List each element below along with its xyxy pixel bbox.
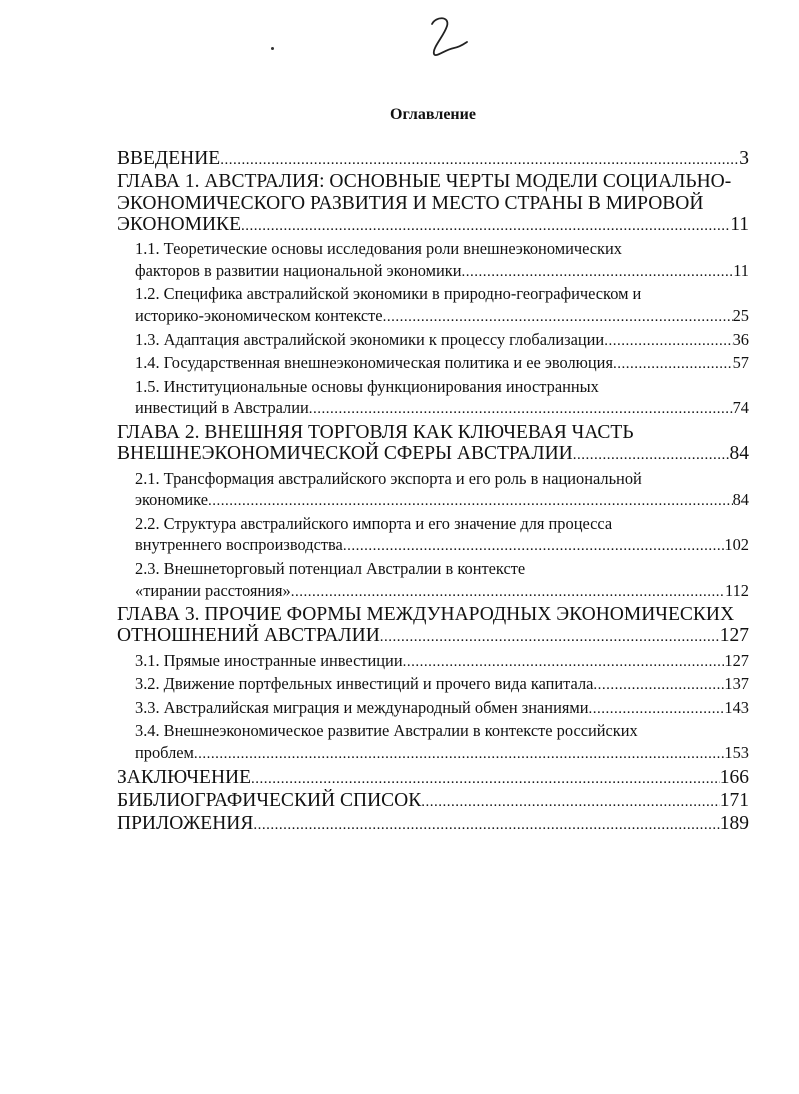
toc-chapter-entry (117, 790, 749, 813)
toc-entry-title: 1.3. Адаптация австралийской экономики к процессу глобализации (135, 329, 605, 349)
toc-entry-last-line (135, 534, 749, 558)
toc-entry-last-line (135, 697, 749, 721)
toc-page-number: 74 (732, 398, 749, 418)
dot-leader (593, 673, 724, 697)
toc-section-entry (117, 513, 749, 558)
toc-chapter-entry (117, 604, 749, 649)
toc-entry-title: БИБЛИОГРАФИЧЕСКИЙ СПИСОК (117, 789, 422, 811)
toc-entry-title: 3.1. Прямые иностранные инвестиции (135, 650, 403, 670)
toc-entry-line: ГЛАВА 3. ПРОЧИЕ ФОРМЫ МЕЖДУНАРОДНЫХ ЭКОНОМИЧЕСКИХ (117, 604, 735, 626)
toc-entry-title: экономике (135, 490, 208, 510)
dot-leader (220, 148, 739, 171)
toc-section-entry (117, 720, 749, 765)
toc-entry-last-line (135, 260, 749, 284)
toc-entry-last-line (117, 625, 749, 648)
toc-entry-title: ВВЕДЕНИЕ (117, 148, 221, 169)
toc-entry-line: 2.2. Структура австралийского импорта и его значение для процесса (135, 513, 613, 533)
toc-entry-title: 3.2. Движение портфельных инвестиций и прочего вида капитала (135, 674, 594, 694)
toc-entry-last-line (135, 305, 749, 329)
table-of-contents (117, 148, 749, 837)
toc-entry-last-line (135, 580, 749, 604)
toc-page-number: 127 (724, 650, 749, 670)
toc-entry-title: факторов в развитии национальной экономики (135, 260, 462, 280)
toc-entry-title: ВНЕШНЕЭКОНОМИЧЕСКОЙ СФЕРЫ АВСТРАЛИИ (117, 443, 573, 465)
toc-entry-title: историко-экономическом контексте (135, 305, 383, 325)
toc-entry-title: инвестиций в Австралии (135, 398, 309, 418)
toc-entry-line: 3.4. Внешнеэкономическое развитие Австралии в контексте российских (135, 721, 638, 741)
toc-entry-title: ЭКОНОМИКЕ (117, 213, 241, 235)
toc-section-entry (117, 697, 749, 721)
dot-leader (613, 352, 733, 376)
dot-leader (343, 534, 725, 558)
toc-page-number: 171 (719, 789, 749, 811)
toc-chapter-entry (117, 813, 749, 836)
dot-leader (383, 305, 733, 329)
toc-section-entry (117, 650, 749, 674)
toc-entry-title: «тирании расстояния» (135, 580, 291, 600)
scan-speck (271, 47, 274, 50)
toc-entry-last-line (117, 813, 749, 836)
toc-chapter-entry (117, 171, 749, 237)
toc-entry-line: ГЛАВА 2. ВНЕШНЯЯ ТОРГОВЛЯ КАК КЛЮЧЕВАЯ ЧАСТЬ (117, 421, 634, 443)
toc-page-number: 102 (724, 535, 749, 555)
toc-page-number: 153 (724, 743, 749, 763)
toc-entry-title: 3.3. Австралийская миграция и международный обмен знаниями (135, 697, 589, 717)
toc-section-entry (117, 468, 749, 513)
toc-entry-line: ЭКОНОМИЧЕСКОГО РАЗВИТИЯ И МЕСТО СТРАНЫ В МИРОВОЙ (117, 192, 704, 214)
toc-section-entry (117, 352, 749, 376)
dot-leader (309, 397, 733, 421)
dot-leader (589, 697, 725, 721)
toc-page-number: 166 (719, 766, 749, 788)
toc-entry-last-line (117, 148, 749, 171)
toc-chapter-entry (117, 767, 749, 790)
toc-entry-title: проблем (135, 743, 194, 763)
dot-leader (604, 329, 732, 353)
toc-page-number: 11 (733, 260, 749, 280)
toc-page-number: 112 (725, 580, 749, 600)
dot-leader (291, 580, 725, 604)
toc-page-number: 137 (724, 674, 749, 694)
toc-entry-line: ГЛАВА 1. АВСТРАЛИЯ: ОСНОВНЫЕ ЧЕРТЫ МОДЕЛИ СОЦИАЛЬНО- (117, 171, 732, 193)
toc-page-number: 84 (732, 490, 749, 510)
toc-entry-title: ОТНОШНЕНИЙ АВСТРАЛИИ (117, 625, 380, 647)
dot-leader (241, 214, 730, 237)
toc-chapter-entry (117, 422, 749, 467)
toc-entry-last-line (135, 397, 749, 421)
toc-entry-last-line (117, 790, 749, 813)
handwritten-page-number (420, 14, 470, 60)
dot-leader (251, 767, 720, 790)
toc-entry-title: внутреннего воспроизводства (135, 535, 343, 555)
toc-entry-line: 1.1. Теоретические основы исследования роли внешнеэкономических (135, 239, 622, 259)
toc-section-entry (117, 283, 749, 328)
toc-entry-last-line (135, 742, 749, 766)
toc-page-number: 36 (732, 329, 749, 349)
toc-entry-title: 1.4. Государственная внешнеэкономическая политика и ее эволюция (135, 353, 613, 373)
toc-entry-line: 2.1. Трансформация австралийского экспорта и его роль в национальной (135, 468, 642, 488)
toc-page-number: 57 (732, 353, 749, 373)
toc-entry-last-line (135, 489, 749, 513)
toc-entry-line: 1.5. Институциональные основы функционирования иностранных (135, 376, 599, 396)
toc-page-number: 3 (739, 148, 749, 169)
toc-entry-last-line (117, 767, 749, 790)
dot-leader (573, 443, 730, 466)
toc-entry-title: ПРИЛОЖЕНИЯ (117, 813, 254, 835)
toc-page-number: 143 (724, 697, 749, 717)
toc-page-number: 189 (719, 813, 749, 835)
toc-entry-line: 1.2. Специфика австралийской экономики в природно-географическом и (135, 284, 642, 304)
toc-chapter-entry (117, 148, 749, 171)
dot-leader (421, 790, 720, 813)
toc-entry-last-line (117, 214, 749, 237)
page-title: Оглавление (390, 106, 476, 123)
toc-section-entry (117, 558, 749, 603)
toc-entry-title: ЗАКЛЮЧЕНИЕ (117, 766, 252, 788)
toc-section-entry (117, 673, 749, 697)
toc-entry-last-line (135, 673, 749, 697)
toc-page-number: 25 (732, 305, 749, 325)
dot-leader (208, 489, 733, 513)
toc-page-number: 84 (729, 443, 749, 465)
dot-leader (461, 260, 733, 284)
toc-entry-last-line (135, 352, 749, 376)
toc-page-number: 11 (730, 213, 749, 235)
toc-section-entry (117, 238, 749, 283)
dot-leader (380, 625, 720, 648)
dot-leader (403, 650, 725, 674)
dot-leader (253, 813, 719, 836)
toc-section-entry (117, 329, 749, 353)
toc-entry-line: 2.3. Внешнеторговый потенциал Австралии в контексте (135, 558, 526, 578)
toc-section-entry (117, 376, 749, 421)
dot-leader (194, 742, 724, 766)
toc-page-number: 127 (719, 625, 749, 647)
toc-entry-last-line (135, 650, 749, 674)
toc-entry-last-line (135, 329, 749, 353)
toc-entry-last-line (117, 443, 749, 466)
